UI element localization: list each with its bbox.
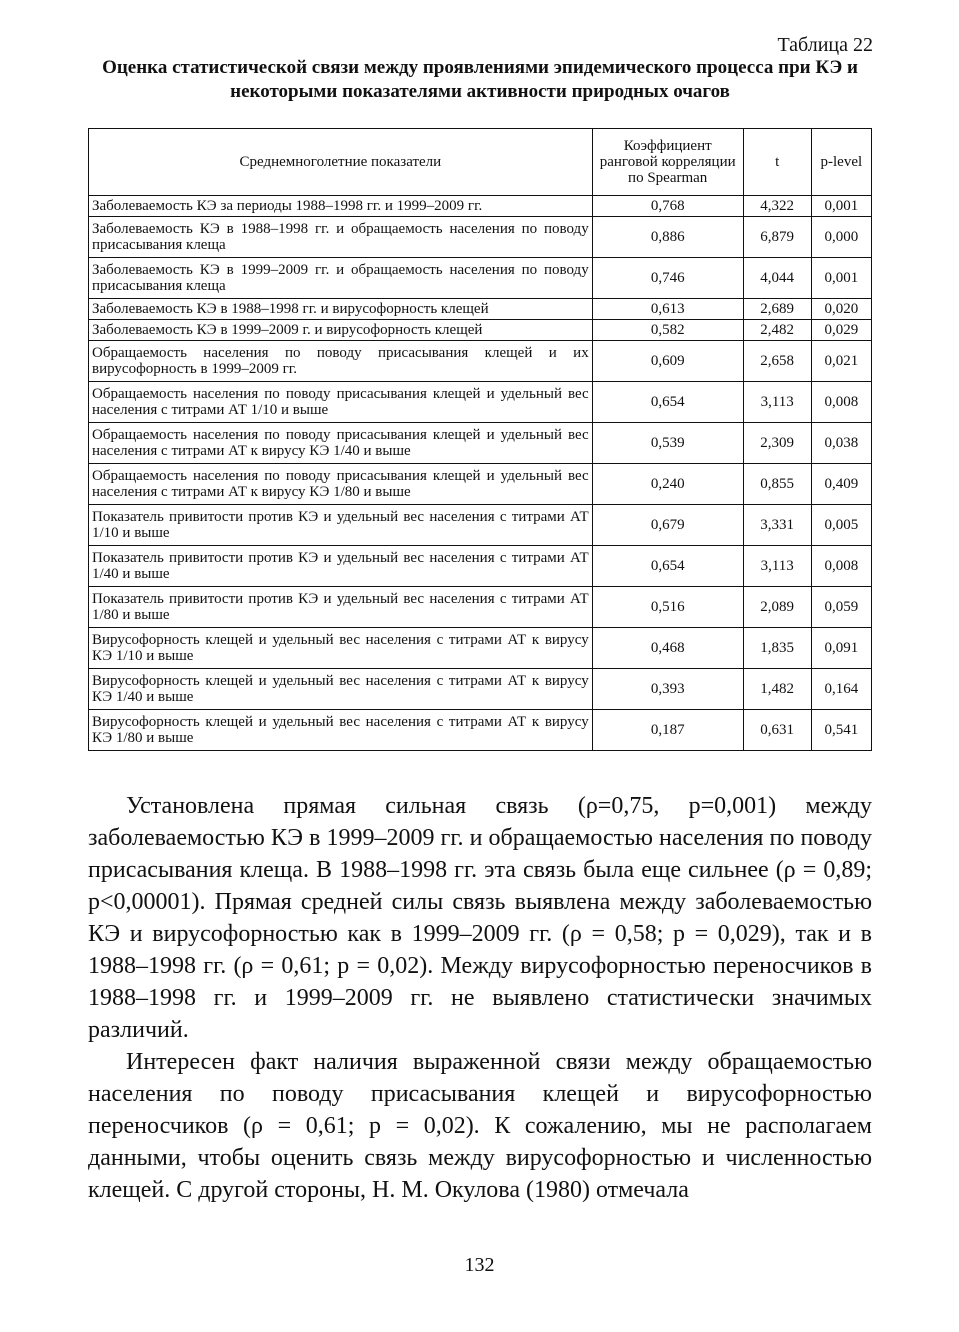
row-p: 0,021 bbox=[811, 341, 871, 382]
table-row bbox=[89, 299, 872, 320]
row-p: 0,059 bbox=[811, 587, 871, 628]
table-row bbox=[89, 258, 872, 299]
row-coef: 0,187 bbox=[592, 710, 743, 751]
row-p: 0,001 bbox=[811, 196, 871, 217]
row-t: 0,631 bbox=[743, 710, 811, 751]
row-p: 0,020 bbox=[811, 299, 871, 320]
table-row bbox=[89, 628, 872, 669]
row-t: 4,322 bbox=[743, 196, 811, 217]
row-t: 6,879 bbox=[743, 217, 811, 258]
row-coef: 0,582 bbox=[592, 320, 743, 341]
row-coef: 0,679 bbox=[592, 505, 743, 546]
row-coef: 0,746 bbox=[592, 258, 743, 299]
row-coef: 0,768 bbox=[592, 196, 743, 217]
row-t: 3,113 bbox=[743, 382, 811, 423]
row-t: 2,482 bbox=[743, 320, 811, 341]
row-indicator: Обращаемость населения по поводу присасывания клещей и удельный вес населения с титрами АТ к вирусу КЭ 1/80 и выше bbox=[89, 464, 593, 505]
table-header-row bbox=[89, 129, 872, 196]
row-p: 0,164 bbox=[811, 669, 871, 710]
row-indicator: Показатель привитости против КЭ и удельный вес населения с титрами АТ 1/40 и выше bbox=[89, 546, 593, 587]
row-coef: 0,240 bbox=[592, 464, 743, 505]
header-indicator: Среднемноголетние показатели bbox=[89, 129, 593, 196]
row-indicator: Вирусофорность клещей и удельный вес населения с титрами АТ к вирусу КЭ 1/40 и выше bbox=[89, 669, 593, 710]
table-row bbox=[89, 669, 872, 710]
row-coef: 0,613 bbox=[592, 299, 743, 320]
row-indicator: Заболеваемость КЭ в 1988–1998 гг. и обращаемость населения по поводу присасывания клеща bbox=[89, 217, 593, 258]
row-p: 0,001 bbox=[811, 258, 871, 299]
table-row bbox=[89, 464, 872, 505]
correlation-table bbox=[88, 128, 872, 751]
row-coef: 0,886 bbox=[592, 217, 743, 258]
row-p: 0,008 bbox=[811, 382, 871, 423]
row-t: 2,309 bbox=[743, 423, 811, 464]
row-t: 4,044 bbox=[743, 258, 811, 299]
table-row bbox=[89, 546, 872, 587]
row-t: 2,089 bbox=[743, 587, 811, 628]
row-coef: 0,539 bbox=[592, 423, 743, 464]
table-label: Таблица 22 bbox=[777, 34, 873, 56]
header-coef: Коэффициент ранговой корреляции по Spearman bbox=[592, 129, 743, 196]
row-indicator: Заболеваемость КЭ в 1999–2009 гг. и обращаемость населения по поводу присасывания клеща bbox=[89, 258, 593, 299]
table-row bbox=[89, 710, 872, 751]
row-coef: 0,654 bbox=[592, 382, 743, 423]
table-row bbox=[89, 382, 872, 423]
page-number: 132 bbox=[464, 1254, 495, 1276]
row-p: 0,091 bbox=[811, 628, 871, 669]
row-indicator: Показатель привитости против КЭ и удельный вес населения с титрами АТ 1/80 и выше bbox=[89, 587, 593, 628]
row-p: 0,005 bbox=[811, 505, 871, 546]
table-title: Оценка статистической связи между проявлениями эпидемического процесса при КЭ и некоторыми показателями активности природных очагов bbox=[102, 57, 858, 102]
row-coef: 0,654 bbox=[592, 546, 743, 587]
row-indicator: Вирусофорность клещей и удельный вес населения с титрами АТ к вирусу КЭ 1/80 и выше bbox=[89, 710, 593, 751]
header-p: p-level bbox=[811, 129, 871, 196]
row-indicator: Обращаемость населения по поводу присасывания клещей и удельный вес населения с титрами АТ к вирусу КЭ 1/40 и выше bbox=[89, 423, 593, 464]
row-indicator: Вирусофорность клещей и удельный вес населения с титрами АТ к вирусу КЭ 1/10 и выше bbox=[89, 628, 593, 669]
row-coef: 0,609 bbox=[592, 341, 743, 382]
table-row bbox=[89, 217, 872, 258]
table-row bbox=[89, 341, 872, 382]
row-t: 2,689 bbox=[743, 299, 811, 320]
row-p: 0,008 bbox=[811, 546, 871, 587]
row-p: 0,541 bbox=[811, 710, 871, 751]
row-coef: 0,468 bbox=[592, 628, 743, 669]
row-p: 0,409 bbox=[811, 464, 871, 505]
row-indicator: Обращаемость населения по поводу присасывания клещей и их вирусофорность в 1999–2009 гг. bbox=[89, 341, 593, 382]
row-indicator: Заболеваемость КЭ за периоды 1988–1998 гг. и 1999–2009 гг. bbox=[89, 196, 593, 217]
row-p: 0,029 bbox=[811, 320, 871, 341]
table-row bbox=[89, 320, 872, 341]
row-t: 1,482 bbox=[743, 669, 811, 710]
row-indicator: Заболеваемость КЭ в 1999–2009 г. и вирусофорность клещей bbox=[89, 320, 593, 341]
row-t: 3,113 bbox=[743, 546, 811, 587]
table-row bbox=[89, 423, 872, 464]
row-coef: 0,516 bbox=[592, 587, 743, 628]
row-indicator: Показатель привитости против КЭ и удельный вес населения с титрами АТ 1/10 и выше bbox=[89, 505, 593, 546]
table-row bbox=[89, 196, 872, 217]
header-t: t bbox=[743, 129, 811, 196]
paragraph: Установлена прямая сильная связь (ρ=0,75, p=0,001) между заболеваемостью КЭ в 1999–2009 гг. и обращаемостью населения по поводу присасывания клеща. В 1988–1998 гг. эта связь была еще сильнее (ρ = 0,89; p<0,00001). Прямая средней силы связь выявлена между заболеваемостью КЭ и вирусофорностью как в 1999–2009 гг. (ρ = 0,58; p = 0,029), так и в 1988–1998 гг. (ρ = 0,61; p = 0,02). Между вирусофорностью переносчиков в 1988–1998 гг. и 1999–2009 гг. не выявлено статистически значимых различий. bbox=[88, 793, 872, 1043]
row-indicator: Обращаемость населения по поводу присасывания клещей и удельный вес населения с титрами АТ 1/10 и выше bbox=[89, 382, 593, 423]
body-text bbox=[88, 790, 872, 1206]
row-p: 0,038 bbox=[811, 423, 871, 464]
table-body bbox=[89, 196, 872, 751]
table-row bbox=[89, 587, 872, 628]
row-p: 0,000 bbox=[811, 217, 871, 258]
row-indicator: Заболеваемость КЭ в 1988–1998 гг. и вирусофорность клещей bbox=[89, 299, 593, 320]
row-coef: 0,393 bbox=[592, 669, 743, 710]
row-t: 2,658 bbox=[743, 341, 811, 382]
row-t: 3,331 bbox=[743, 505, 811, 546]
paragraph: Интересен факт наличия выраженной связи между обращаемостью населения по поводу присасывания клещей и вирусофорностью переносчиков (ρ = 0,61; p = 0,02). К сожалению, мы не располагаем данными, чтобы оценить связь между вирусофорностью и численностью клещей. С другой стороны, Н. М. Окулова (1980) отмечала bbox=[88, 1049, 872, 1203]
row-t: 1,835 bbox=[743, 628, 811, 669]
row-t: 0,855 bbox=[743, 464, 811, 505]
table-row bbox=[89, 505, 872, 546]
